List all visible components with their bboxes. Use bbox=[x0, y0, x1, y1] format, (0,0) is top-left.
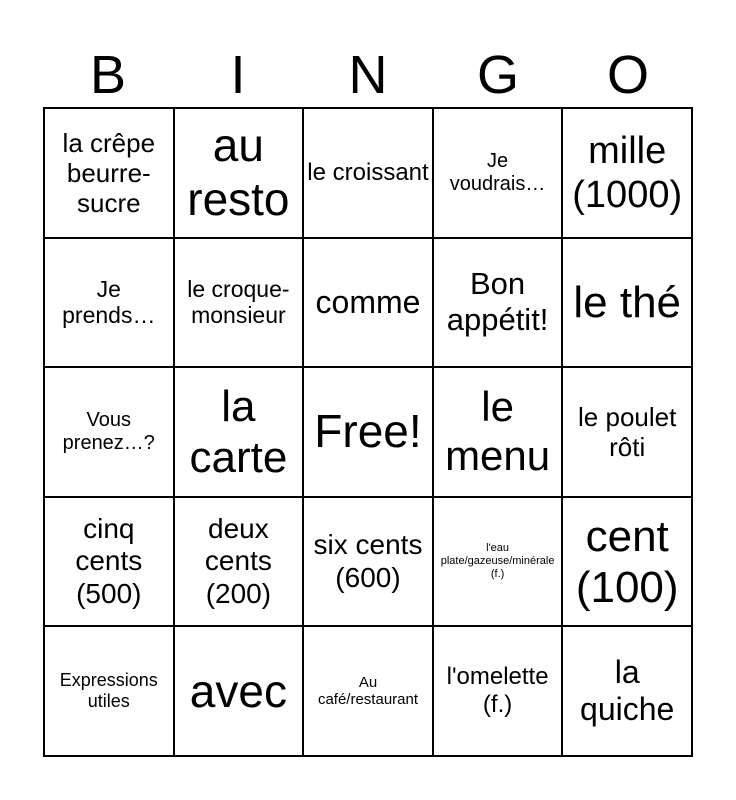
header-letter-b: B bbox=[89, 45, 127, 105]
cell-label: mille (1000) bbox=[572, 129, 683, 216]
bingo-cell[interactable] bbox=[433, 238, 563, 368]
bingo-cell[interactable] bbox=[562, 367, 692, 497]
cell-label: le menu bbox=[445, 383, 551, 479]
cell-label: avec bbox=[189, 664, 287, 717]
bingo-cell[interactable] bbox=[174, 238, 304, 368]
cell-label: Expressions utiles bbox=[59, 670, 158, 712]
bingo-board bbox=[43, 107, 693, 757]
bingo-cell[interactable] bbox=[433, 108, 563, 238]
cell-label: Je voudrais… bbox=[449, 149, 546, 195]
cell-label: Bon appétit! bbox=[446, 266, 549, 338]
bingo-cell[interactable] bbox=[433, 367, 563, 497]
free-space-cell[interactable] bbox=[303, 367, 433, 497]
cell-label: la quiche bbox=[580, 654, 675, 728]
cell-label: Vous prenez…? bbox=[62, 408, 155, 454]
cell-label: la crêpe beurre-sucre bbox=[62, 127, 156, 218]
bingo-cell[interactable] bbox=[174, 108, 304, 238]
cell-label: cinq cents (500) bbox=[75, 512, 143, 609]
bingo-cell[interactable] bbox=[44, 367, 174, 497]
cell-label: Free! bbox=[314, 405, 422, 458]
bingo-cell[interactable] bbox=[303, 108, 433, 238]
cell-label: deux cents (200) bbox=[204, 512, 272, 609]
cell-label: le thé bbox=[573, 277, 682, 327]
bingo-cell[interactable] bbox=[174, 626, 304, 756]
bingo-cell[interactable] bbox=[44, 238, 174, 368]
cell-label: le croque-monsieur bbox=[187, 275, 290, 329]
bingo-cell[interactable] bbox=[174, 497, 304, 627]
header-letter-i: I bbox=[230, 45, 246, 105]
bingo-cell[interactable] bbox=[303, 238, 433, 368]
cell-label: la carte bbox=[189, 381, 288, 482]
cell-label: Je prends… bbox=[62, 275, 156, 329]
bingo-cell[interactable] bbox=[562, 626, 692, 756]
bingo-cell[interactable] bbox=[433, 626, 563, 756]
header-letter-o: O bbox=[606, 45, 649, 105]
bingo-cell[interactable] bbox=[174, 367, 304, 497]
cell-label: Au café/restaurant bbox=[317, 673, 419, 709]
cell-label: six cents (600) bbox=[313, 529, 423, 593]
bingo-cell[interactable] bbox=[44, 626, 174, 756]
bingo-cell[interactable] bbox=[44, 108, 174, 238]
bingo-cell[interactable] bbox=[303, 626, 433, 756]
cell-label: comme bbox=[315, 283, 421, 320]
bingo-cell[interactable] bbox=[562, 497, 692, 627]
bingo-cell[interactable] bbox=[303, 497, 433, 627]
header-letter-n: N bbox=[348, 45, 388, 105]
header-letter-g: G bbox=[476, 45, 519, 105]
bingo-header bbox=[43, 44, 693, 106]
bingo-cell[interactable] bbox=[562, 238, 692, 368]
bingo-cell[interactable] bbox=[562, 108, 692, 238]
bingo-cell[interactable] bbox=[433, 497, 563, 627]
bingo-cell[interactable] bbox=[44, 497, 174, 627]
cell-label: l'omelette (f.) bbox=[446, 663, 549, 719]
cell-label: le croissant bbox=[307, 158, 429, 186]
cell-label: au resto bbox=[187, 119, 290, 225]
cell-label: l'eau plate/gazeuse/minérale (f.) bbox=[440, 542, 555, 580]
cell-label: cent (100) bbox=[575, 511, 679, 612]
cell-label: le poulet rôti bbox=[578, 401, 677, 462]
